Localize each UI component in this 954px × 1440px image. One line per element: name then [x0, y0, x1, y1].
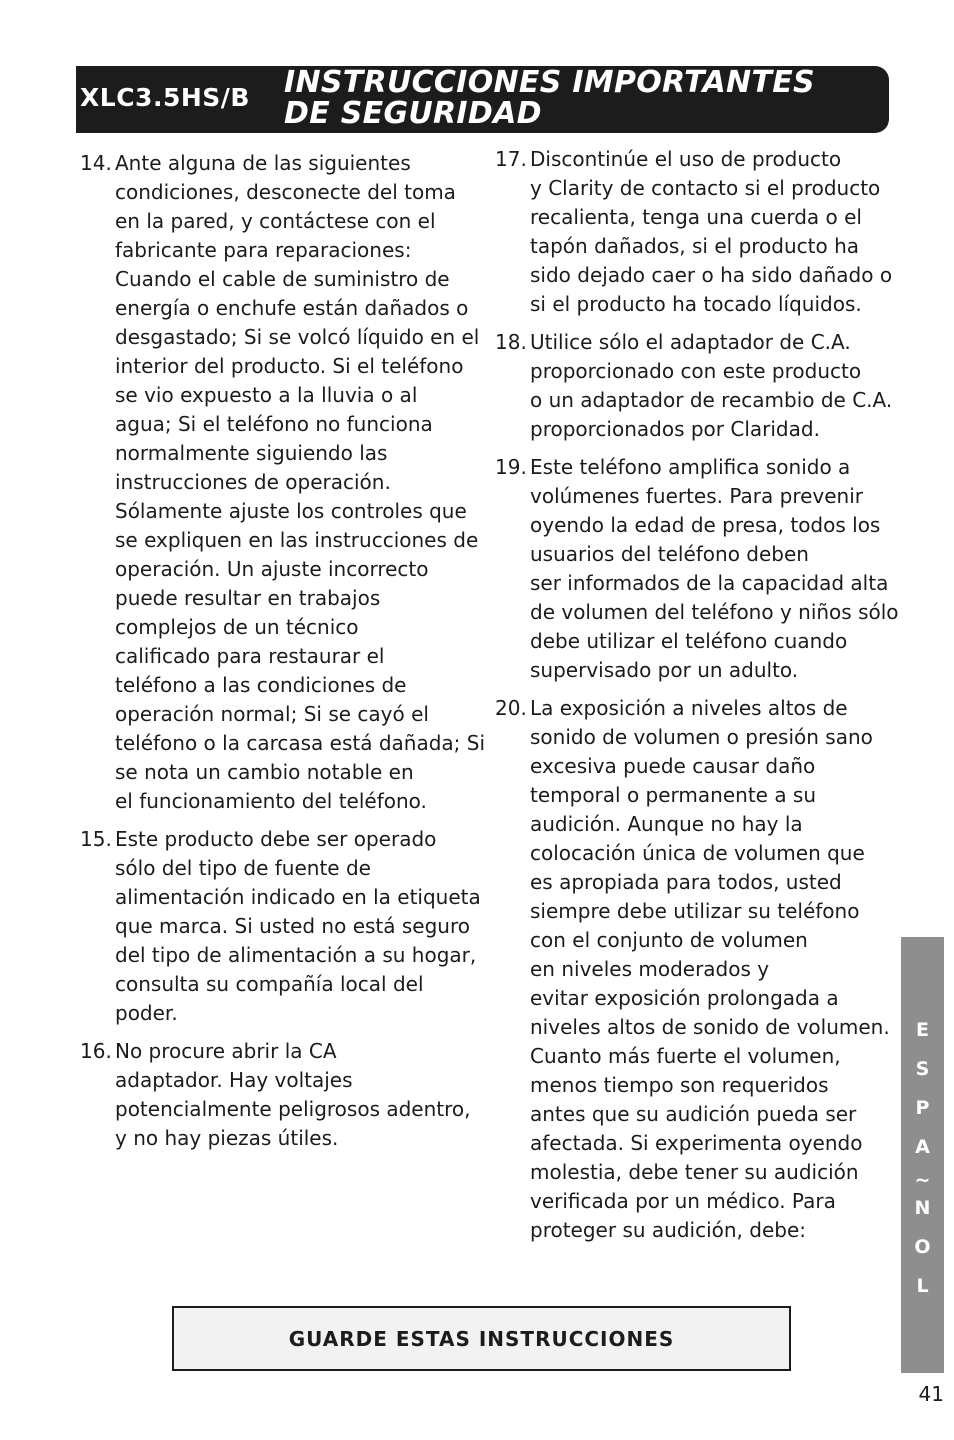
item-text-line: Sólamente ajuste los controles que: [115, 499, 467, 523]
item-text: [530, 453, 899, 685]
item-text-line: agua; Si el teléfono no funciona: [115, 412, 433, 436]
item-text-line: normalmente siguiendo las: [115, 441, 388, 465]
safety-instruction-item: [80, 149, 485, 816]
item-text-line: se expliquen en las instrucciones de: [115, 528, 479, 552]
item-number: 14.: [80, 151, 112, 175]
item-text-line: recalienta, tenga una cuerda o el: [530, 205, 862, 229]
language-tab-letter: E: [916, 1019, 929, 1041]
save-instructions-box: [172, 1306, 791, 1371]
item-text-line: del tipo de alimentación a su hogar,: [115, 943, 477, 967]
item-text-line: con el conjunto de volumen: [530, 928, 808, 952]
item-text-line: fabricante para reparaciones:: [115, 238, 412, 262]
item-text-line: consulta su compañía local del: [115, 972, 424, 996]
item-text-line: interior del producto. Si el teléfono: [115, 354, 464, 378]
item-text-line: usuarios del teléfono deben: [530, 542, 809, 566]
item-number: 15.: [80, 827, 112, 851]
item-text-line: volúmenes fuertes. Para prevenir: [530, 484, 864, 508]
item-text-line: niveles altos de sonido de volumen.: [530, 1015, 890, 1039]
safety-instruction-item: [495, 145, 891, 319]
item-text-line: instrucciones de operación.: [115, 470, 391, 494]
language-tab-letter: A: [915, 1136, 930, 1158]
item-text-line: operación. Un ajuste incorrecto: [115, 557, 429, 581]
item-text-line: el funcionamiento del teléfono.: [115, 789, 427, 813]
safety-instruction-item: [80, 1037, 472, 1153]
item-text-line: y Clarity de contacto si el producto: [530, 176, 881, 200]
item-text-line: temporal o permanente a su: [530, 783, 817, 807]
item-text-line: oyendo la edad de presa, todos los: [530, 513, 881, 537]
page-number: 41: [918, 1382, 944, 1406]
item-text-line: puede resultar en trabajos: [115, 586, 381, 610]
item-text-line: energía o enchufe están dañados o: [115, 296, 469, 320]
item-text-line: que marca. Si usted no está seguro: [115, 914, 470, 938]
item-text: [530, 145, 892, 319]
model-number: XLC3.5HS/B: [80, 83, 250, 112]
item-number: 18.: [495, 330, 527, 354]
item-text-line: colocación única de volumen que: [530, 841, 865, 865]
language-tab-letter: ~: [914, 1169, 931, 1191]
safety-instruction-item: [495, 453, 899, 685]
safety-instruction-item: [80, 825, 481, 1028]
item-text-line: tapón dañados, si el producto ha: [530, 234, 860, 258]
item-text-line: proporcionado con este producto: [530, 359, 862, 383]
item-text-line: No procure abrir la CA: [115, 1039, 337, 1063]
language-side-tab: [901, 937, 944, 1373]
item-text-line: se nota un cambio notable en: [115, 760, 414, 784]
item-number: 17.: [495, 147, 527, 171]
item-text-line: condiciones, desconecte del toma: [115, 180, 456, 204]
item-text-line: operación normal; Si se cayó el: [115, 702, 429, 726]
item-text-line: supervisado por un adulto.: [530, 658, 799, 682]
item-number: 20.: [495, 696, 527, 720]
item-text-line: proteger su audición, debe:: [530, 1218, 806, 1242]
item-text-line: si el producto ha tocado líquidos.: [530, 292, 862, 316]
item-text-line: Cuanto más fuerte el volumen,: [530, 1044, 841, 1068]
item-text-line: proporcionados por Claridad.: [530, 417, 820, 441]
item-text-line: teléfono o la carcasa está dañada; Si: [115, 731, 485, 755]
item-text-line: excesiva puede causar daño: [530, 754, 816, 778]
item-text-line: Utilice sólo el adaptador de C.A.: [530, 330, 851, 354]
item-text-line: adaptador. Hay voltajes: [115, 1068, 353, 1092]
left-column: [80, 149, 485, 1162]
item-text-line: La exposición a niveles altos de: [530, 696, 848, 720]
item-text-line: sido dejado caer o ha sido dañado o: [530, 263, 893, 287]
item-text-line: sólo del tipo de fuente de: [115, 856, 371, 880]
item-text-line: evitar exposición prolongada a: [530, 986, 839, 1010]
item-text-line: audición. Aunque no hay la: [530, 812, 803, 836]
item-number: 16.: [80, 1039, 112, 1063]
item-text-line: sonido de volumen o presión sano: [530, 725, 873, 749]
item-text-line: molestia, debe tener su audición: [530, 1160, 859, 1184]
item-text-line: calificado para restaurar el: [115, 644, 385, 668]
item-text: [115, 149, 485, 816]
language-tab-letter: S: [915, 1058, 930, 1080]
item-text-line: menos tiempo son requeridos: [530, 1073, 829, 1097]
item-text-line: ser informados de la capacidad alta: [530, 571, 889, 595]
item-text-line: o un adaptador de recambio de C.A.: [530, 388, 893, 412]
item-text-line: verificada por un médico. Para: [530, 1189, 836, 1213]
item-text-line: Cuando el cable de suministro de: [115, 267, 450, 291]
page-title-line: INSTRUCCIONES IMPORTANTES: [284, 65, 815, 100]
item-text-line: teléfono a las condiciones de: [115, 673, 407, 697]
page-title: [284, 67, 815, 129]
item-text-line: siempre debe utilizar su teléfono: [530, 899, 860, 923]
item-text-line: debe utilizar el teléfono cuando: [530, 629, 848, 653]
item-text: [530, 328, 892, 444]
item-text-line: desgastado; Si se volcó líquido en el: [115, 325, 480, 349]
item-text-line: alimentación indicado en la etiqueta: [115, 885, 481, 909]
language-tab-letter: N: [914, 1197, 931, 1219]
item-text: [115, 1037, 472, 1153]
language-tab-letter: P: [915, 1097, 930, 1119]
item-text-line: Este producto debe ser operado: [115, 827, 437, 851]
item-text-line: en la pared, y contáctese con el: [115, 209, 436, 233]
item-text-line: Discontinúe el uso de producto: [530, 147, 842, 171]
page-header: [76, 66, 889, 133]
item-text-line: antes que su audición pueda ser: [530, 1102, 857, 1126]
item-text-line: poder.: [115, 1001, 178, 1025]
item-text-line: Este teléfono amplifica sonido a: [530, 455, 851, 479]
item-text: [115, 825, 481, 1028]
right-column: [495, 145, 899, 1254]
language-tab-letter: O: [914, 1236, 931, 1258]
item-text-line: de volumen del teléfono y niños sólo: [530, 600, 899, 624]
item-number: 19.: [495, 455, 527, 479]
item-text-line: y no hay piezas útiles.: [115, 1126, 339, 1150]
language-tab-letters: [901, 1015, 944, 1310]
page-title-line: DE SEGURIDAD: [284, 96, 542, 131]
safety-instruction-item: [495, 328, 891, 444]
item-text-line: en niveles moderados y: [530, 957, 770, 981]
safety-instruction-item: [495, 694, 891, 1245]
item-text: [530, 694, 891, 1245]
item-text-line: es apropiada para todos, usted: [530, 870, 842, 894]
item-text-line: afectada. Si experimenta oyendo: [530, 1131, 863, 1155]
language-tab-letter: L: [916, 1275, 929, 1297]
item-text-line: complejos de un técnico: [115, 615, 359, 639]
save-instructions-label: GUARDE ESTAS INSTRUCCIONES: [288, 1326, 675, 1351]
item-text-line: Ante alguna de las siguientes: [115, 151, 411, 175]
item-text-line: se vio expuesto a la lluvia o al: [115, 383, 418, 407]
item-text-line: potencialmente peligrosos adentro,: [115, 1097, 471, 1121]
